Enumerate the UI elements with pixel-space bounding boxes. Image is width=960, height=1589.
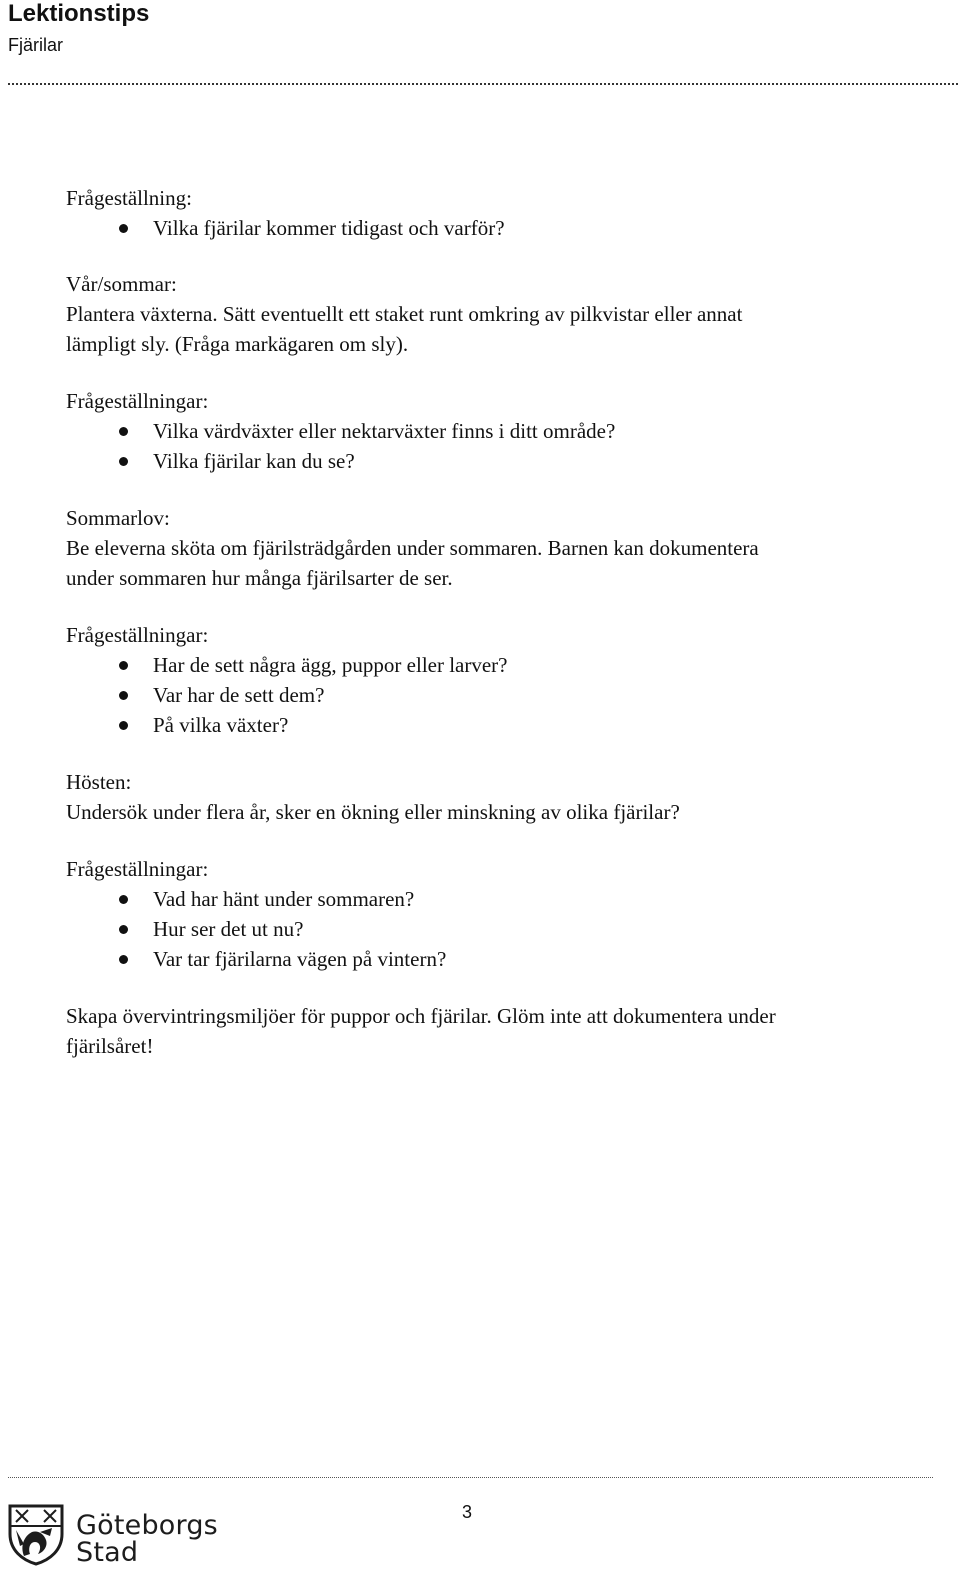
paragraph-line: Undersök under flera år, sker en ökning eller minskning av olika fjärilar? [66,800,680,824]
bullet-icon [119,427,128,436]
bullet-icon [119,721,128,730]
document-subtitle: Fjärilar [8,35,64,55]
list-item [66,213,946,243]
list-item [66,650,946,680]
city-logo-wordmark [76,1512,218,1566]
list-item [66,680,946,710]
questions-heading: Frågeställningar: [66,857,209,881]
list-item [66,416,946,446]
bullet-icon [119,224,128,233]
list-item [66,710,946,740]
bullet-icon [119,691,128,700]
list-item [66,884,946,914]
paragraph-line: under sommaren hur många fjärilsarter de ser. [66,566,453,590]
list-item-text: Var har de sett dem? [153,683,325,707]
list-item-text: Vad har hänt under sommaren? [153,887,415,911]
list-item-text: På vilka växter? [153,713,289,737]
bullet-list [66,650,946,740]
list-item-text: Har de sett några ägg, puppor eller larver? [153,653,508,677]
paragraph-line: Plantera växterna. Sätt eventuellt ett staket runt omkring av pilkvistar eller annat [66,302,743,326]
logo-line: Göteborgs [76,1510,218,1541]
list-item-text: Hur ser det ut nu? [153,917,304,941]
closing-line: fjärilsåret! [66,1034,154,1058]
bullet-list [66,213,946,243]
bullet-list [66,884,946,974]
coat-of-arms-icon [6,1500,66,1566]
questions-heading: Frågeställningar: [66,389,209,413]
bullet-icon [119,661,128,670]
section-heading: Frågeställning: [66,186,192,210]
list-item-text: Vilka fjärilar kan du se? [153,449,355,473]
closing-line: Skapa övervintringsmiljöer för puppor och fjärilar. Glöm inte att dokumentera under [66,1004,776,1028]
page-number: 3 [462,1502,473,1522]
section-heading: Vår/sommar: [66,272,177,296]
paragraph-line: Be eleverna sköta om fjärilsträdgården under sommaren. Barnen kan dokumentera [66,536,759,560]
questions-heading: Frågeställningar: [66,623,209,647]
logo-line: Stad [76,1537,139,1568]
list-item [66,944,946,974]
list-item [66,446,946,476]
section-heading: Hösten: [66,770,132,794]
section-heading: Sommarlov: [66,506,170,530]
list-item-text: Vilka värdväxter eller nektarväxter finns i ditt område? [153,419,616,443]
paragraph-line: lämpligt sly. (Fråga markägaren om sly). [66,332,409,356]
bullet-list [66,416,946,476]
footer-divider [8,1477,933,1478]
document-title: Lektionstips [8,0,150,27]
list-item [66,914,946,944]
bullet-icon [119,457,128,466]
list-item-text: Var tar fjärilarna vägen på vintern? [153,947,447,971]
page-body [66,183,946,1061]
header-divider [8,83,958,85]
list-item-text: Vilka fjärilar kommer tidigast och varför? [153,216,505,240]
bullet-icon [119,955,128,964]
bullet-icon [119,895,128,904]
bullet-icon [119,925,128,934]
